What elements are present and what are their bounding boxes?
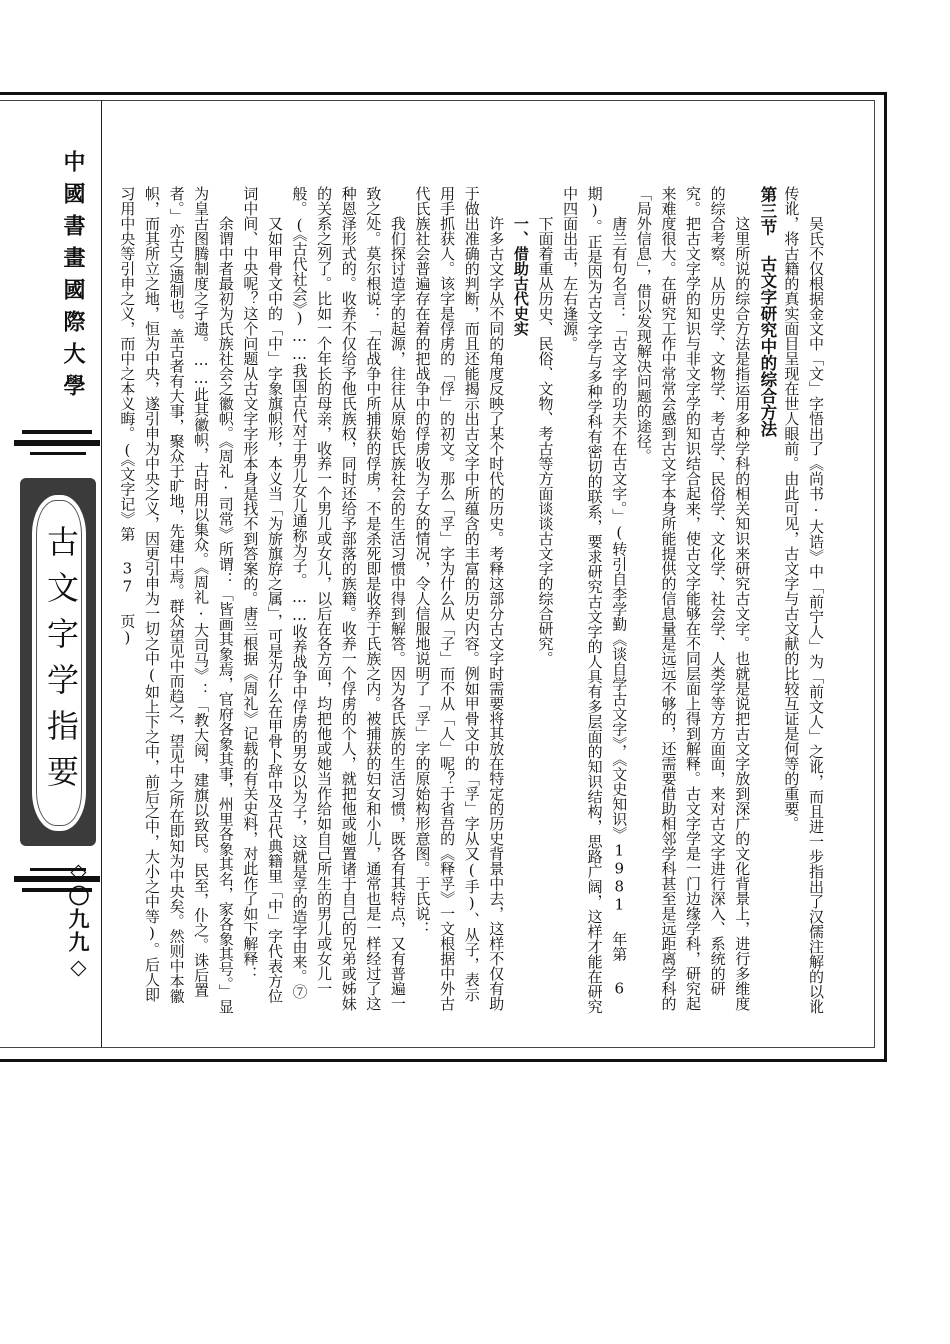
page-number: ◇〇九九◇: [66, 858, 91, 981]
margin-divider: [101, 100, 102, 1047]
ornament-bar: [22, 430, 92, 434]
paragraph: 下面着重从历史、民俗、文物、考古等方面谈谈古文字的综合研究。: [536, 216, 555, 666]
series-title: 中國書畫國際大學: [60, 150, 86, 406]
quoted-paragraph: 我们探讨造字的起源，往往从原始氏族社会的生活习惯中得到解答。因为各氏族的生活习惯，既各有其特点，又有普遍一致之处。莫尔根说：「在战争中所捕获的俘虏，不是杀死即是收养于氏族之内。被捕获的妇女和小儿，通常也是一样经过了这种恩泽形式的。收养不仅给予他氏族权，同时还给予部落的族籍。收养一个俘虏的个人，就把他或她置诸于自己的兄弟或姊妹的关系之列了。比如一个年长的母亲，收养一个男儿或女儿，以后在各方面，均把他或她当作给如自己所生的男儿或女儿一般。(《古代社会》)……我国古代对于男儿女儿通称为子。……收养战争中俘虏的男女以为子，这就是孚的造字由来。⑦: [290, 186, 407, 1011]
subsection-heading: 一、借助古代史实: [511, 216, 530, 336]
paragraph: 这里所说的综合方法是指运用多种学科的相关知识来研究古文字。也就是说把古文字放到深广的文化背景上，进行多维度的综合考察。从历史学、文物学、考古学、民俗学、文化学、社会学、人类学等方方面面，来对古文字进行深入、系统的研究。把古文字学的知识与非文字学的知识结合起来，使古文字能够在不同层面上得到解释。古文字学是一门边缘学科，研究起来难度很大。在研究工作中常常会感到古文字本身所能提供的信息量是远远不够的，还需要借助相邻学科甚至是远距离学科的「局外信息」，借以发现解决问题的途径。: [634, 186, 752, 1011]
ornament-bar: [30, 452, 86, 455]
paragraph: 唐兰有句名言：「古文字的功夫不在古文字。」(转引自李学勤《谈自学古文字》，《文史知识》1981 年第 6 期)。正是因为古文字学与多种学科有密切的联系，要求研究古文字的人具有多层面的知识结构，思路广阔，这样才能在研究中四面出击，左右逢源。: [561, 186, 629, 1014]
book-title: 古文字学指要: [42, 525, 80, 801]
ornament-bar: [14, 440, 100, 446]
paragraph: 又如甲骨文中的「中」字象旗帜形，本义当「为旂旗斿之属」，可是为什么在甲骨卜辞中及古代典籍里「中」字代表方位词中间、中央呢？这个问题从古文字字形本身是找不到答案的。唐兰根据《周礼》记载的有关史料，对此作了如下解释：: [241, 186, 284, 1004]
quoted-paragraph: 余谓中者最初为氏族社会之徽帜。《周礼·司常》所谓：「皆画其象焉，官府各象其事，州里各象其名，家各象其号。」显为皇古图腾制度之孑遗。……此其徽帜，古时用以集众。《周礼·大司马》：「教大阅，建旗以致民。民至，仆之。诛后置者。」亦古之遗制也。盖古者有大事，聚众于旷地，先建中焉。群众望见中而趋之，望见中之所在即知为中央矣。然则中本徽帜，而其所立之地，恒为中央，遂引申为中央之义，因更引申为一切之中(如上下之中，前后之中，大小之中等)。后人即习用中央等引申之义，而中之本义晦。(《文字记》第 37 页): [118, 186, 235, 1014]
intro-paragraph: 吴氏不仅根据金文中「文」字悟出了《尚书·大诰》中「前宁人」为「前文人」之讹，而且进一步指出了汉儒注解的以讹传讹，将古籍的真实面目呈现在世人眼前。由此可见，古文字与古文献的比较互证是何等的重要。: [782, 186, 825, 1014]
body-text: [118, 186, 828, 1016]
section-number: 第三节: [757, 186, 777, 236]
section-heading: [754, 186, 779, 1016]
section-title: 古文字研究中的综合方法: [757, 255, 777, 437]
paragraph: 许多古文字从不同的角度反映了某个时代的历史。考释这部分古文字时需要将其放在特定的历史背景中去，这样不仅有助于做出准确的判断，而且还能揭示出古文字中所蕴含的丰富的历史内容。例如甲骨文中的「孚」字从又(手)、从子，表示用手抓获人。该字是俘虏的「俘」的初文。那么「孚」字为什么从「子」而不从「人」呢？于省吾的《释孚》一文根据中外古代氏族社会普遍存在着的把战争中的俘虏收为子女的情况，令人信服地说明了「孚」字的原始构形意图。于氏说：: [413, 186, 506, 1011]
